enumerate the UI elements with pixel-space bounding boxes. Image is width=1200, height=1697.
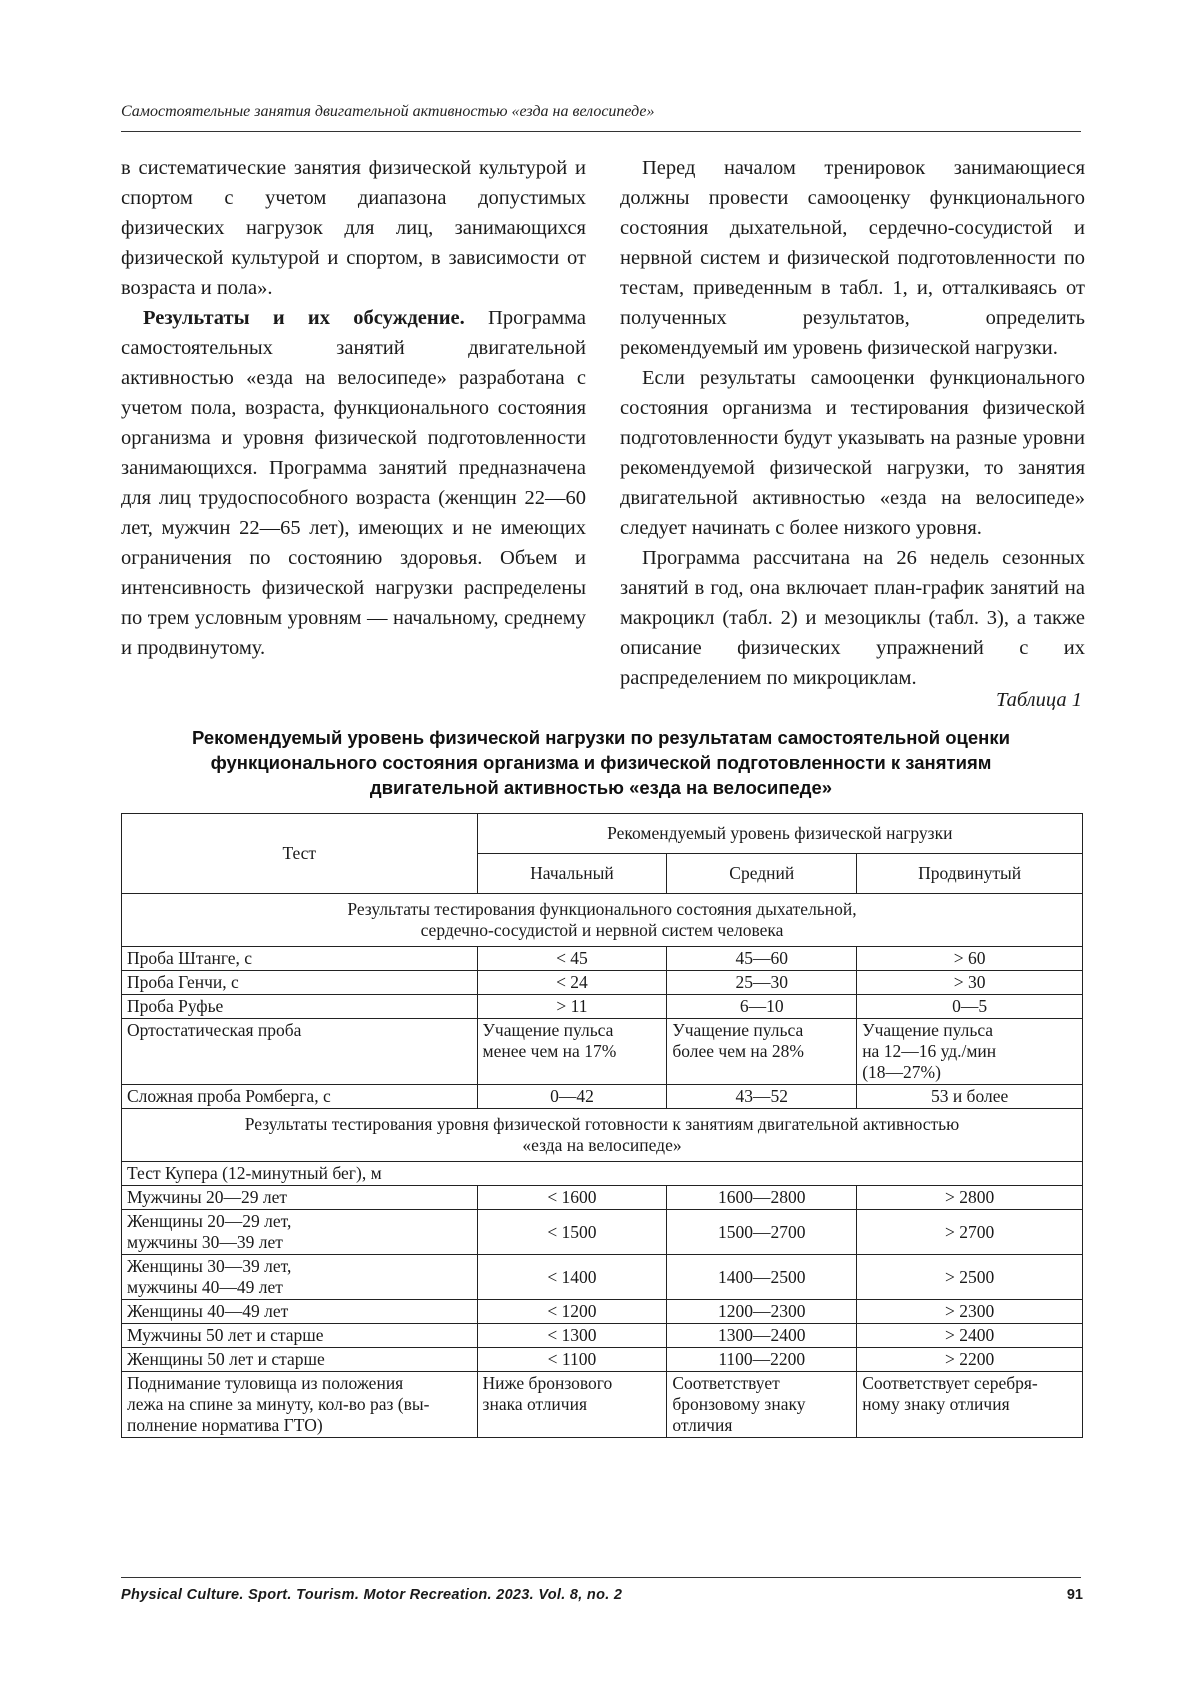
value-advanced: > 2500 [857,1255,1083,1300]
value-advanced: > 60 [857,947,1083,971]
table-row [122,1348,1083,1372]
cell-line: менее чем на 17% [482,1041,617,1061]
header-group: Рекомендуемый уровень физической нагрузки [477,814,1082,854]
value-advanced: > 2200 [857,1348,1083,1372]
value-initial: < 1600 [477,1186,667,1210]
table-row [122,1085,1083,1109]
cell-line: бронзовому знаку [672,1394,806,1414]
cell-line: Учащение пульса [672,1020,804,1040]
test-name: Сложная проба Ромберга, с [122,1085,478,1109]
right-paragraph-3: Программа рассчитана на 26 недель сезонных занятий в год, она включает план-график занятий на макроцикл (табл. 2) и мезоциклы (табл. 3), а также описание физических упражнений с их распределением по микроциклам. [620,547,1085,689]
value-medium: 1200—2300 [667,1300,857,1324]
header-test: Тест [122,814,478,894]
test-name: Мужчины 20—29 лет [122,1186,478,1210]
section-title-line: сердечно-сосудистой и нервной систем человека [420,920,784,940]
cell-line: Женщины 20—29 лет, [127,1211,292,1231]
cell-line: Ниже бронзового [482,1373,613,1393]
table-caption-line: функционального состояния организма и физической подготовленности к занятиям [210,752,992,773]
value-initial [477,1019,667,1085]
cell-line: (18—27%) [862,1062,941,1082]
test-name: Мужчины 50 лет и старше [122,1324,478,1348]
cell-line: мужчины 30—39 лет [127,1232,283,1252]
value-medium: 25—30 [667,971,857,995]
value-medium: 1600—2800 [667,1186,857,1210]
test-name: Женщины 40—49 лет [122,1300,478,1324]
cell-line: ному знаку отличия [862,1394,1010,1414]
header-level-initial: Начальный [477,854,667,894]
value-initial: > 11 [477,995,667,1019]
section-title-line: «езда на велосипеде» [522,1135,682,1155]
section-title-line: Результаты тестирования уровня физической готовности к занятиям двигательной активностью [244,1114,960,1134]
left-paragraph-2 [121,303,586,663]
table-row [122,995,1083,1019]
value-medium [667,1372,857,1438]
page-number: 91 [1066,1587,1083,1603]
cell-line: Соответствует [672,1373,780,1393]
table-row [122,1019,1083,1085]
value-initial: < 1200 [477,1300,667,1324]
left-column [121,153,586,663]
results-text: Программа самостоятельных занятий двигательной активностью «езда на велосипеде» разработана с учетом пола, возраста, функционального состояния организма и уровня физической подготовленности занимающихся. Программа занятий предназначена для лиц трудоспособного возраста (женщин 22—60 лет, мужчин 22—65 лет), имеющих и не имеющих ограничения по состоянию здоровья. Объем и интенсивность физической нагрузки распределены по трем условным уровням — начальному, среднему и продвинутому. [121,307,587,659]
results-heading: Результаты и их обсуждение. [143,307,465,329]
value-medium: 1300—2400 [667,1324,857,1348]
cell-line: более чем на 28% [672,1041,805,1061]
right-paragraph-2: Если результаты самооценки функционального состояния организма и тестирования физической подготовленности будут указывать на разные уровни рекомендуемой физической нагрузки, то занятия двигательной активностью «езда на велосипеде» следует начинать с более низкого уровня. [620,367,1085,539]
table-caption-line: двигательной активностью «езда на велосипеде» [369,777,833,798]
right-column [620,153,1085,693]
value-advanced: > 2700 [857,1210,1083,1255]
value-initial: < 24 [477,971,667,995]
right-paragraph-1: Перед началом тренировок занимающиеся должны провести самооценку функционального состояния дыхательной, сердечно-сосудистой и нервной систем и физической подготовленности по тестам, приведенным в табл. 1, и, отталкиваясь от полученных результатов, определить рекомендуемый им уровень физической нагрузки. [620,157,1085,359]
test-name: Женщины 50 лет и старше [122,1348,478,1372]
value-advanced: > 2400 [857,1324,1083,1348]
table-row [122,1324,1083,1348]
test-name: Проба Штанге, с [122,947,478,971]
table-row [122,1300,1083,1324]
value-advanced: > 2300 [857,1300,1083,1324]
section-functional-title [122,894,1083,947]
test-name: Проба Генчи, с [122,971,478,995]
value-advanced: 0—5 [857,995,1083,1019]
cell-line: отличия [672,1415,733,1435]
value-medium: 45—60 [667,947,857,971]
value-medium: 1400—2500 [667,1255,857,1300]
cell-line: Учащение пульса [482,1020,614,1040]
value-initial: 0—42 [477,1085,667,1109]
header-level-advanced: Продвинутый [857,854,1083,894]
value-medium: 1500—2700 [667,1210,857,1255]
test-name: Ортостатическая проба [122,1019,478,1085]
value-initial: < 45 [477,947,667,971]
cell-line: Женщины 30—39 лет, [127,1256,292,1276]
cell-line: Соответствует серебря- [862,1373,1038,1393]
cell-line: лежа на спине за минуту, кол-во раз (вы- [127,1394,430,1414]
cell-line: мужчины 40—49 лет [127,1277,283,1297]
footer-journal-title: Physical Culture. Sport. Tourism. Motor Recreation. 2023. Vol. 8, no. 2 [121,1587,623,1603]
test-name [122,1210,478,1255]
section-title-line: Результаты тестирования функционального состояния дыхательной, [347,899,857,919]
value-medium [667,1019,857,1085]
running-header: Самостоятельные занятия двигательной активностью «езда на велосипеде» [121,103,655,120]
test-name: Проба Руфье [122,995,478,1019]
value-initial [477,1372,667,1438]
section-row [122,1109,1083,1162]
header-level-medium: Средний [667,854,857,894]
table-caption [121,725,1081,800]
cell-line: Поднимание туловища из положения [127,1373,404,1393]
value-initial: < 1500 [477,1210,667,1255]
section-row [122,894,1083,947]
cell-line: Учащение пульса [862,1020,994,1040]
value-medium: 6—10 [667,995,857,1019]
left-paragraph-1: в систематические занятия физической культурой и спортом с учетом диапазона допустимых физических нагрузок для лиц, занимающихся физической культурой и спортом, в зависимости от возраста и пола». [121,157,586,299]
cell-line: знака отличия [482,1394,588,1414]
value-initial: < 1400 [477,1255,667,1300]
results-table [121,813,1083,1438]
value-advanced: > 2800 [857,1186,1083,1210]
value-advanced: 53 и более [857,1085,1083,1109]
table-row [122,947,1083,971]
cell-line: на 12—16 уд./мин [862,1041,997,1061]
cell-line: полнение норматива ГТО) [127,1415,323,1435]
value-medium: 43—52 [667,1085,857,1109]
table-row [122,1210,1083,1255]
section-fitness-title [122,1109,1083,1162]
table-label: Таблица 1 [995,689,1082,711]
table-header-row [122,814,1083,854]
value-medium: 1100—2200 [667,1348,857,1372]
footer-rule [121,1577,1081,1578]
value-advanced: > 30 [857,971,1083,995]
test-name [122,1372,478,1438]
header-rule [121,131,1081,132]
test-name [122,1255,478,1300]
table-row [122,1186,1083,1210]
table-row [122,1255,1083,1300]
table-caption-line: Рекомендуемый уровень физической нагрузки по результатам самостоятельной оценки [192,727,1010,748]
value-initial: < 1300 [477,1324,667,1348]
value-advanced [857,1372,1083,1438]
table-row [122,1372,1083,1438]
value-advanced [857,1019,1083,1085]
value-initial: < 1100 [477,1348,667,1372]
table-row [122,1162,1083,1186]
table-row [122,971,1083,995]
cooper-test-title: Тест Купера (12-минутный бег), м [122,1162,1083,1186]
